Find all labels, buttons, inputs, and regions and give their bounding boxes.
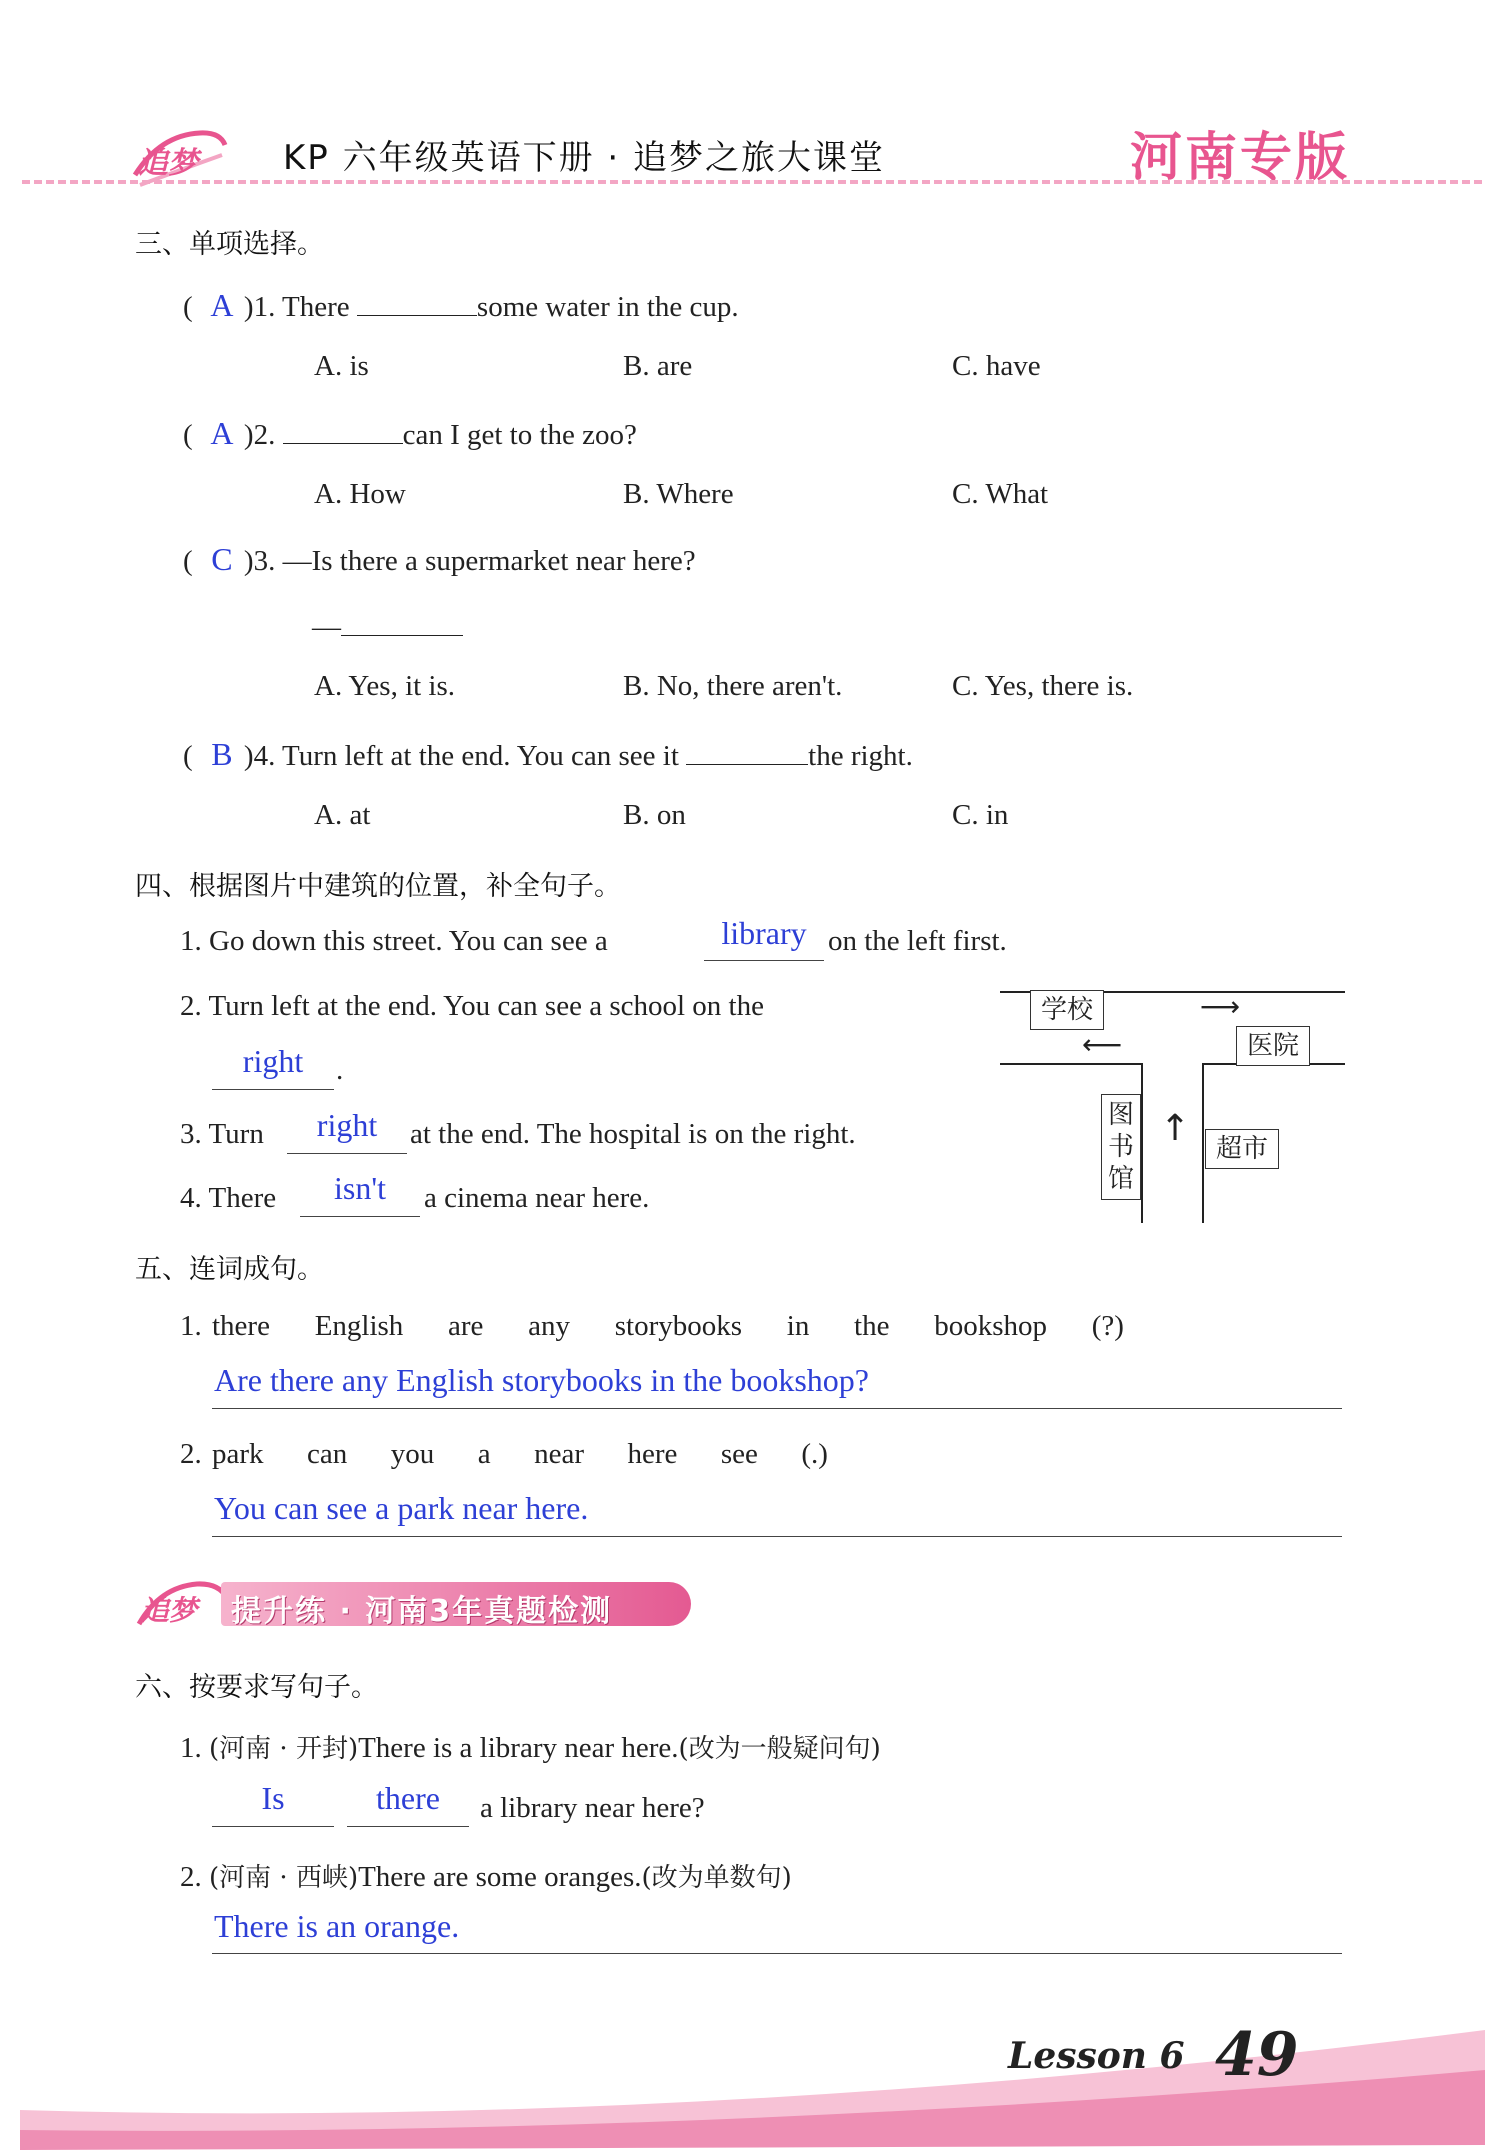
map-library-label: 图 书 馆 [1101, 1094, 1141, 1200]
map-supermarket-label: 超市 [1205, 1129, 1279, 1169]
q3-reply-line: — [312, 605, 463, 644]
book-title: KP 六年级英语下册 · 追梦之旅大课堂 [283, 138, 886, 178]
q2-answer: A [210, 415, 234, 451]
header-divider [22, 180, 1482, 184]
map-street-right-side [1202, 1063, 1204, 1223]
s6-item-1-answer-1: Is [261, 1780, 285, 1816]
q3-option-c: C. Yes, there is. [952, 670, 1134, 702]
practice-banner [135, 1572, 695, 1634]
s6-item-1-answer-2: there [376, 1780, 440, 1816]
page-number: 49 [1215, 2020, 1299, 2090]
section5-heading: 五、连词成句。 [135, 1254, 324, 1285]
s5-item-2-line [212, 1536, 1342, 1537]
arrow-right-icon: ⟶ [1200, 990, 1241, 1023]
s4-item-2-answer: right [242, 1043, 304, 1079]
question-3: ( C )3. —Is there a supermarket near here? [183, 541, 696, 577]
s4-item-1-after: on the left first. [828, 925, 1007, 957]
s6-item-1-blank-1 [212, 1826, 334, 1827]
s4-item-1-answer: library [721, 915, 807, 951]
s6-item-2-line [212, 1953, 1342, 1954]
s4-item-4-answer: isn't [334, 1170, 386, 1206]
map-street-left-side [1141, 1063, 1143, 1223]
svg-text:追梦: 追梦 [138, 146, 198, 181]
section6-heading: 六、按要求写句子。 [135, 1672, 378, 1703]
s5-item-2-num: 2. [180, 1438, 202, 1470]
arrow-up-icon: ↑ [1160, 1108, 1191, 1149]
s4-item-4-blank [300, 1216, 420, 1217]
q4-option-b: B. on [623, 799, 686, 831]
svg-text:追梦: 追梦 [141, 1594, 198, 1627]
zhuimeng-logo [130, 115, 230, 190]
s4-item-3-answer: right [316, 1107, 378, 1143]
s5-item-1-words: there English are any storybooks in the bookshop (?) [212, 1310, 1124, 1342]
s5-item-1-line [212, 1408, 1342, 1409]
s5-item-2-words: park can you a near here see (.) [212, 1438, 828, 1470]
question-2: ( A )2. can I get to the zoo? [183, 415, 637, 451]
s4-item-1: 1. Go down this street. You can see a [180, 925, 608, 957]
s5-item-1-num: 1. [180, 1310, 202, 1342]
s6-item-1: 1. (河南 · 开封)There is a library near here.(改为一般疑问句) [180, 1732, 881, 1764]
s4-item-2-blank [212, 1089, 334, 1090]
section3-heading: 三、单项选择。 [135, 229, 324, 260]
q4-option-c: C. in [952, 799, 1009, 831]
s4-item-3-blank [287, 1153, 407, 1154]
q4-option-a: A. at [314, 799, 371, 831]
edition-label: 河南专版 [1130, 128, 1351, 188]
q3-option-a: A. Yes, it is. [314, 670, 456, 702]
arrow-left-icon: ⟵ [1082, 1028, 1123, 1061]
s4-item-4-after: a cinema near here. [424, 1182, 650, 1214]
q2-option-b: B. Where [623, 478, 734, 510]
map-hospital-label: 医院 [1236, 1026, 1310, 1066]
s4-item-3-after: at the end. The hospital is on the right. [410, 1118, 856, 1150]
map-street-lower-left [1000, 1063, 1142, 1065]
q1-option-b: B. are [623, 350, 693, 382]
section4-heading: 四、根据图片中建筑的位置，补全句子。 [135, 871, 621, 902]
s6-item-2: 2. (河南 · 西峡)There are some oranges.(改为单数句) [180, 1861, 792, 1893]
question-4: ( B )4. Turn left at the end. You can see it the right. [183, 736, 913, 772]
s5-item-2-answer: You can see a park near here. [214, 1490, 589, 1526]
q3-answer: C [211, 541, 233, 577]
s6-item-2-answer: There is an orange. [214, 1908, 460, 1944]
q1-option-c: C. have [952, 350, 1041, 382]
s4-item-3: 3. Turn [180, 1118, 264, 1150]
q4-answer: B [211, 736, 233, 772]
q1-option-a: A. is [314, 350, 369, 382]
q2-option-a: A. How [314, 478, 406, 510]
question-1: ( A )1. There some water in the cup. [183, 287, 739, 323]
map-school-label: 学校 [1030, 990, 1104, 1030]
q2-option-c: C. What [952, 478, 1049, 510]
s4-item-4: 4. There [180, 1182, 277, 1214]
s6-item-1-tail: a library near here? [480, 1792, 705, 1824]
banner-title: 提升练 · 河南3年真题检测 [231, 1594, 613, 1629]
s4-item-1-blank [704, 960, 824, 961]
s4-item-2: 2. Turn left at the end. You can see a school on the [180, 990, 764, 1022]
s4-item-2-after: . [336, 1054, 344, 1086]
q1-answer: A [210, 287, 234, 323]
s6-item-1-blank-2 [347, 1826, 469, 1827]
lesson-label: Lesson 6 [1008, 2035, 1185, 2077]
s5-item-1-answer: Are there any English storybooks in the bookshop? [214, 1362, 869, 1398]
q3-option-b: B. No, there aren't. [623, 670, 843, 702]
